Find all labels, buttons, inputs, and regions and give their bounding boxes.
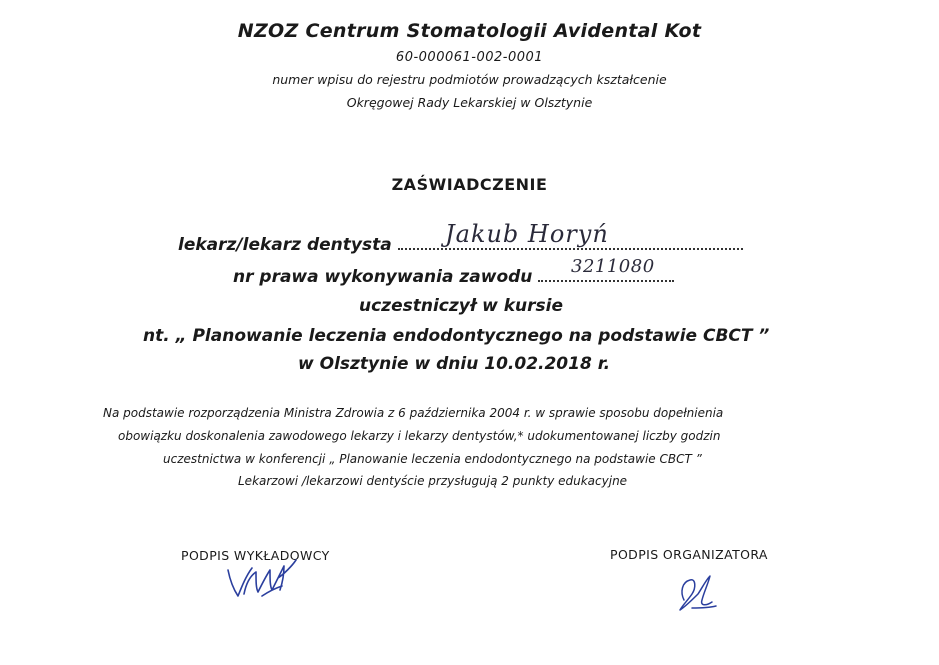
document-title: ZAŚWIADCZENIE bbox=[391, 175, 548, 194]
organization-name: NZOZ Centrum Stomatologii Avidental Kot bbox=[237, 20, 702, 42]
registry-note-line2: Okręgowej Rady Lekarskiej w Olsztynie bbox=[346, 95, 593, 110]
organization-code: 60-000061-002-0001 bbox=[395, 50, 544, 65]
location-date: w Olsztynie w dniu 10.02.2018 r. bbox=[298, 354, 611, 374]
course-name: „ Planowanie leczenia endodontycznego na podstawie CBCT ” bbox=[175, 326, 770, 346]
lecturer-signature-label: PODPIS WYKŁADOWCY bbox=[181, 548, 330, 563]
participation-text: uczestniczył w kursie bbox=[359, 296, 564, 316]
legal-note-line4: Lekarzowi /lekarzowi dentyście przysługują 2 punkty edukacyjne bbox=[238, 474, 628, 488]
legal-note-line3: uczestnictwa w konferencji „ Planowanie leczenia endodontycznego na podstawie CBCT ” bbox=[163, 452, 702, 466]
course-prefix: nt. bbox=[143, 326, 170, 346]
registry-note-line1: numer wpisu do rejestru podmiotów prowadzących kształcenie bbox=[272, 72, 667, 87]
license-number-handwritten: 3211080 bbox=[571, 256, 655, 277]
organizer-signature-label: PODPIS ORGANIZATORA bbox=[610, 547, 768, 562]
doctor-label: lekarz/lekarz dentysta bbox=[178, 235, 392, 255]
license-label: nr prawa wykonywania zawodu bbox=[233, 267, 533, 287]
lecturer-signature-image bbox=[222, 556, 302, 602]
legal-note-line2: obowiązku doskonalenia zawodowego lekarzy i lekarzy dentystów,* udokumentowanej liczby godzin bbox=[118, 429, 721, 443]
legal-note-line1: Na podstawie rozporządzenia Ministra Zdrowia z 6 października 2004 r. w sprawie sposobu dopełnienia bbox=[103, 406, 724, 420]
course-line bbox=[143, 326, 769, 346]
organizer-signature-image bbox=[672, 570, 722, 614]
doctor-name-handwritten: Jakub Horyń bbox=[445, 220, 609, 248]
